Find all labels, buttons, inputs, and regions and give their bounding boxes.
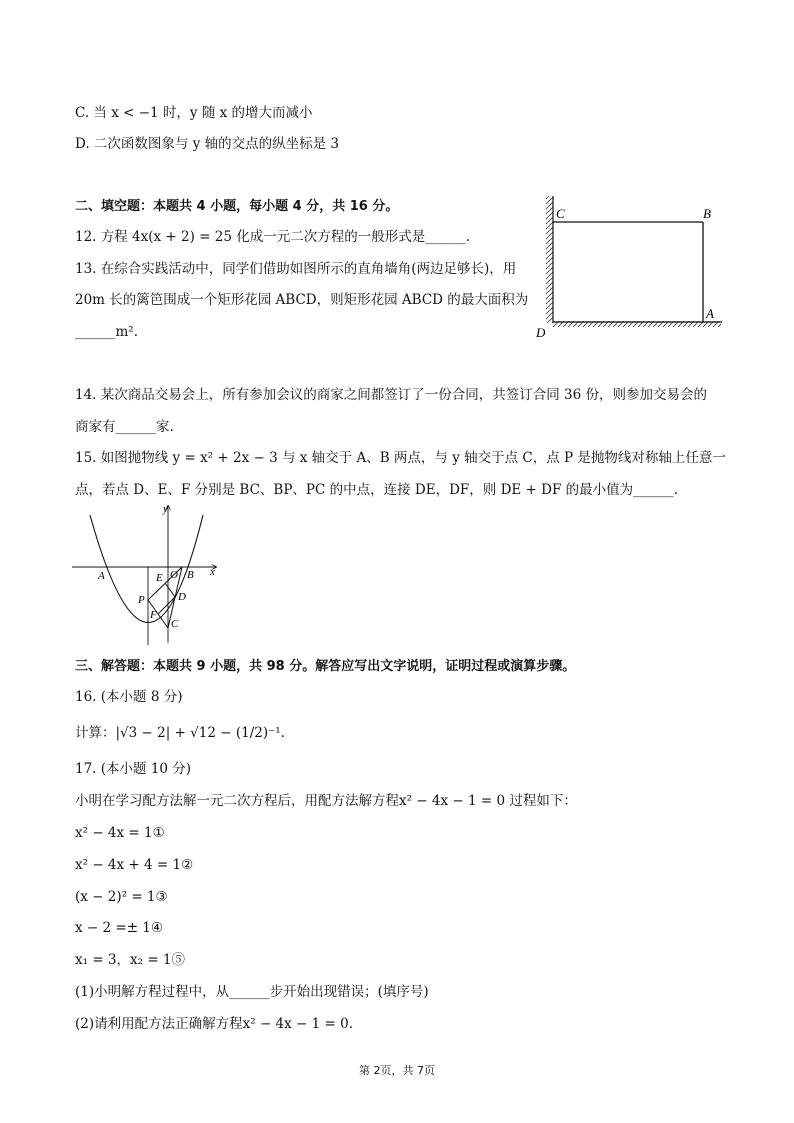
- question-14-line2: 商家有______家.: [75, 419, 174, 435]
- question-16-body: 计算：|√3 − 2| + √12 − (1/2)⁻¹.: [75, 725, 285, 741]
- question-14-line1: 14. 某次商品交易会上，所有参加会议的商家之间都签订了一份合同，共签订合同 36 份，则参加交易会的: [75, 387, 708, 403]
- label-a: A: [98, 570, 105, 582]
- question-13-line3: ______m².: [75, 324, 139, 340]
- question-17-header: 17. (本小题 10 分): [75, 761, 192, 777]
- option-d: D. 二次函数图象与 y 轴的交点的纵坐标是 3: [75, 136, 340, 152]
- question-15-line2: 点，若点 D、E、F 分别是 BC、BP、PC 的中点，连接 DE，DF，则 DE + DF 的最小值为______.: [75, 482, 678, 498]
- step-3: (x − 2)² = 1③: [75, 889, 168, 905]
- step-4: x − 2 =± 1④: [75, 920, 163, 936]
- figure-15-parabola: [70, 500, 230, 650]
- question-12: 12. 方程 4x(x + 2) = 25 化成一元二次方程的一般形式是______.: [75, 229, 471, 245]
- label-p: P: [138, 594, 145, 606]
- label-c: C: [171, 618, 179, 630]
- label-y: y: [163, 503, 168, 515]
- label-o: O: [170, 569, 178, 581]
- label-b: B: [187, 569, 194, 581]
- label-d: D: [178, 591, 186, 603]
- step-5: x₁ = 3，x₂ = 1⑤: [75, 952, 186, 968]
- label-a: A: [706, 306, 714, 321]
- segment-de: [165, 583, 175, 597]
- step-2: x² − 4x + 4 = 1②: [75, 857, 194, 873]
- section-3-heading: 三、解答题：本题共 9 小题，共 98 分。解答应写出文字说明，证明过程或演算步骤。: [75, 659, 576, 674]
- question-17-body: 小明在学习配方法解一元二次方程后，用配方法解方程x² − 4x − 1 = 0 过程如下：: [75, 793, 577, 809]
- figure-13-wall-corner: [528, 192, 728, 342]
- question-13-line2: 20m 长的篱笆围成一个矩形花园 ABCD，则矩形花园 ABCD 的最大面积为: [75, 292, 529, 308]
- label-e: E: [156, 572, 163, 584]
- question-13-line1: 13. 在综合实践活动中，同学们借助如图所示的直角墙角(两边足够长)，用: [75, 261, 517, 277]
- label-c: C: [556, 206, 565, 221]
- step-1: x² − 4x = 1①: [75, 825, 165, 841]
- option-c: C. 当 x < −1 时，y 随 x 的增大而减小: [75, 105, 313, 121]
- question-15-line1: 15. 如图抛物线 y = x² + 2x − 3 与 x 轴交于 A、B 两点，与 y 轴交于点 C，点 P 是抛物线对称轴上任意一: [75, 450, 726, 466]
- section-2-heading: 二、填空题：本题共 4 小题，每小题 4 分，共 16 分。: [75, 199, 399, 214]
- wall-left-hatch: [546, 196, 553, 323]
- page-footer: 第 2页，共 7页: [359, 1064, 435, 1077]
- question-17-part-1: (1)小明解方程过程中，从______步开始出现错误；(填序号): [75, 984, 429, 1000]
- question-16-header: 16. (本小题 8 分): [75, 689, 183, 705]
- label-d: D: [536, 325, 546, 340]
- label-f: F: [150, 609, 157, 621]
- label-b: B: [703, 206, 711, 221]
- question-17-part-2: (2)请利用配方法正确解方程x² − 4x − 1 = 0.: [75, 1016, 354, 1032]
- label-x: x: [210, 566, 215, 578]
